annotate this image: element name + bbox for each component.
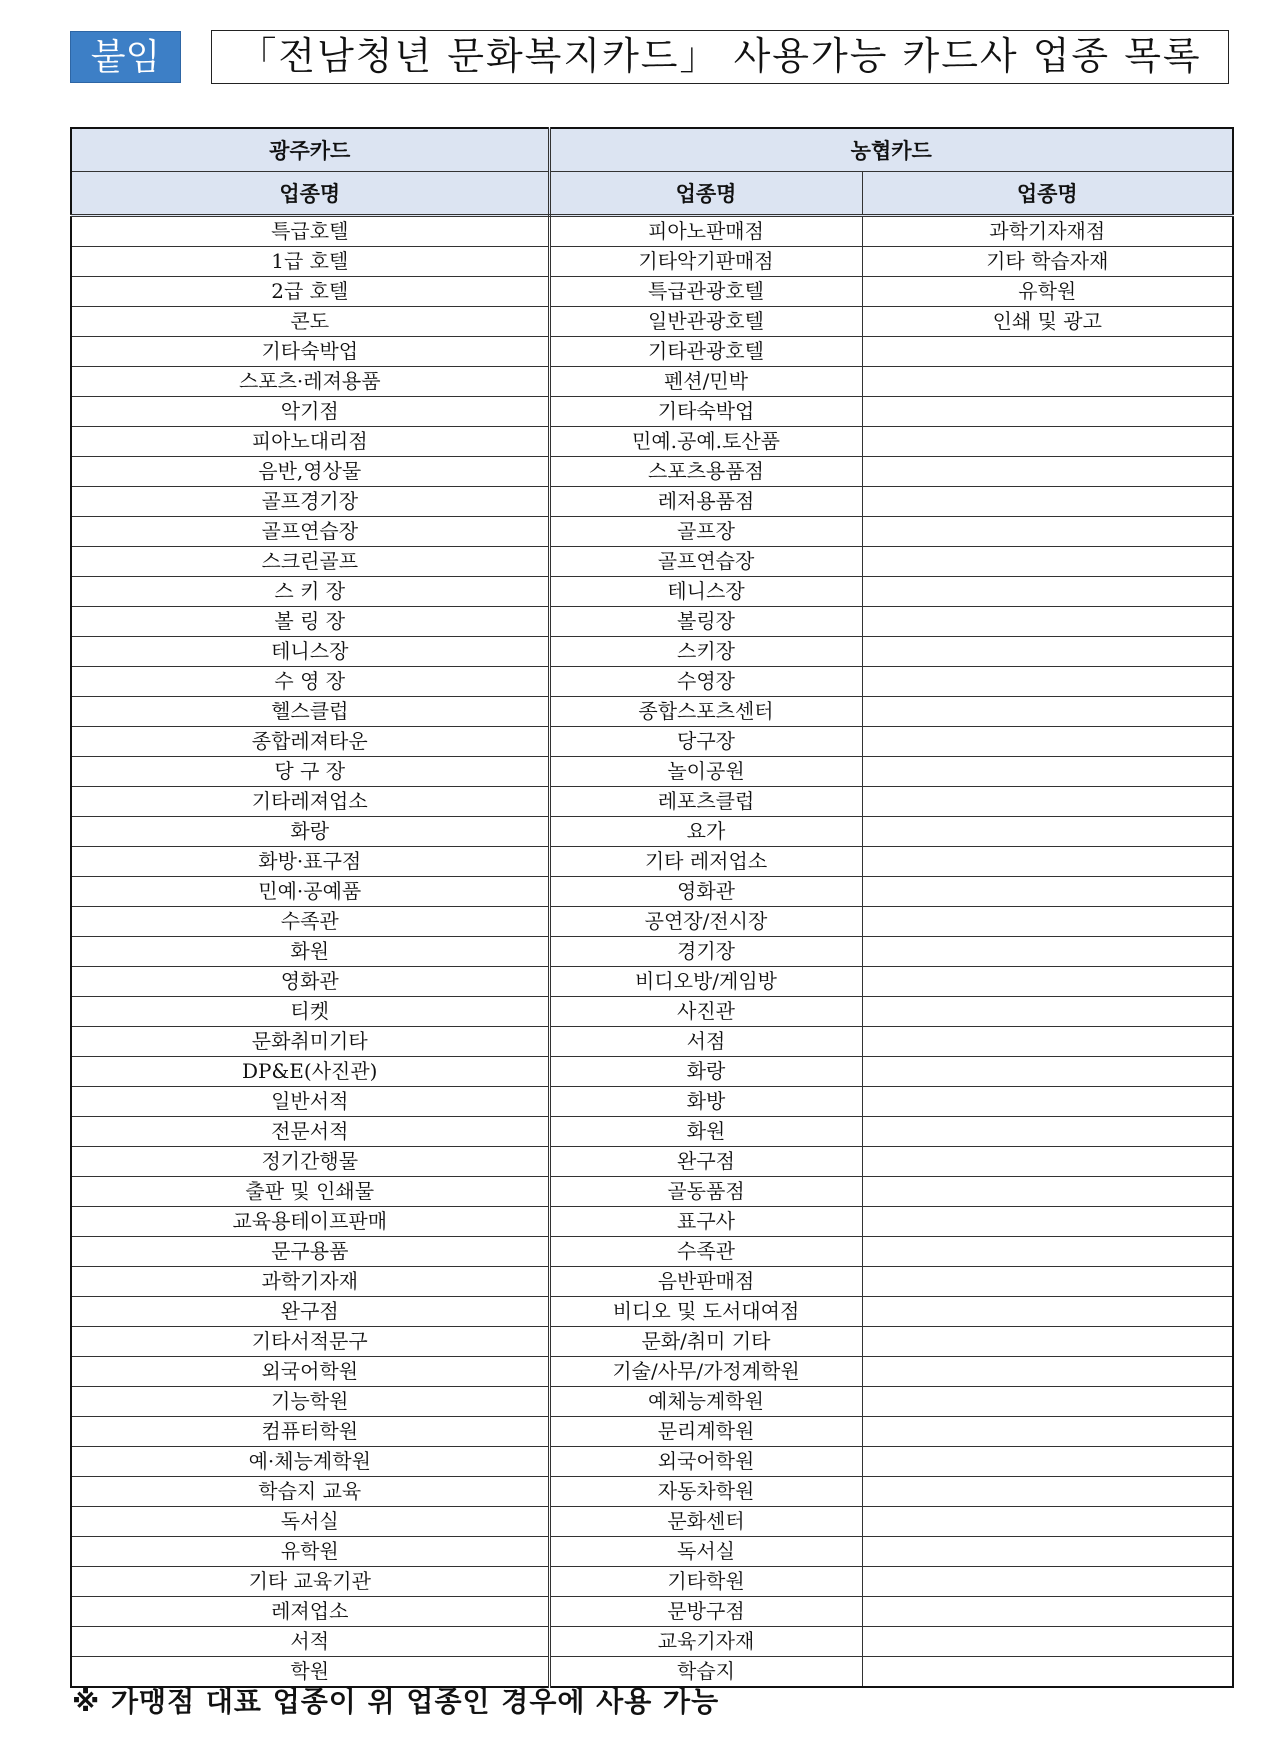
table-cell [862, 1147, 1233, 1177]
table-cell: 예·체능계학원 [71, 1447, 549, 1477]
table-row [71, 967, 1233, 997]
table-cell [862, 577, 1233, 607]
usage-note: ※ 가맹점 대표 업종이 위 업종인 경우에 사용 가능 [72, 1685, 720, 1718]
table-cell [862, 1327, 1233, 1357]
table-cell: 자동차학원 [549, 1477, 862, 1507]
table-cell: 기타악기판매점 [549, 247, 862, 277]
table-cell: 독서실 [71, 1507, 549, 1537]
table-cell: 경기장 [549, 937, 862, 967]
table-cell: 스크린골프 [71, 547, 549, 577]
table-cell: 출판 및 인쇄물 [71, 1177, 549, 1207]
table-cell: 비디오방/게임방 [549, 967, 862, 997]
table-row [71, 1027, 1233, 1057]
table-cell: 문방구점 [549, 1597, 862, 1627]
table-cell [862, 1477, 1233, 1507]
table-cell: 종합스포츠센터 [549, 697, 862, 727]
table-cell: 스 키 장 [71, 577, 549, 607]
table-cell: 문화/취미 기타 [549, 1327, 862, 1357]
table-cell [862, 1627, 1233, 1657]
table-row [71, 637, 1233, 667]
table-cell [862, 757, 1233, 787]
table-row [71, 697, 1233, 727]
table-cell [862, 967, 1233, 997]
merchant-category-table [70, 127, 1234, 1688]
table-cell: 완구점 [549, 1147, 862, 1177]
table-cell: 음반,영상물 [71, 457, 549, 487]
table-cell: 놀이공원 [549, 757, 862, 787]
table-cell: 예체능계학원 [549, 1387, 862, 1417]
table-cell: 화방 [549, 1087, 862, 1117]
table-cell: 요가 [549, 817, 862, 847]
table-cell: 전문서적 [71, 1117, 549, 1147]
table-row [71, 547, 1233, 577]
table-cell [862, 877, 1233, 907]
table-cell: 독서실 [549, 1537, 862, 1567]
table-cell: 유학원 [71, 1537, 549, 1567]
table-cell [862, 1267, 1233, 1297]
table-row [71, 1357, 1233, 1387]
table-cell: 기타숙박업 [71, 337, 549, 367]
table-row [71, 757, 1233, 787]
table-cell: 교육용테이프판매 [71, 1207, 549, 1237]
table-cell: 음반판매점 [549, 1267, 862, 1297]
table-row [71, 1597, 1233, 1627]
table-cell: 당 구 장 [71, 757, 549, 787]
table-row [71, 607, 1233, 637]
table-cell: 피아노판매점 [549, 216, 862, 247]
table-cell [862, 937, 1233, 967]
table-row [71, 367, 1233, 397]
table-row [71, 877, 1233, 907]
table-cell: 펜션/민박 [549, 367, 862, 397]
table-cell [862, 1417, 1233, 1447]
table-cell: 수 영 장 [71, 667, 549, 697]
category-name-header: 업종명 [71, 172, 549, 216]
table-cell: 화방·표구점 [71, 847, 549, 877]
table-cell: 스키장 [549, 637, 862, 667]
table-cell: 당구장 [549, 727, 862, 757]
table-row [71, 1087, 1233, 1117]
table-cell: 문화센터 [549, 1507, 862, 1537]
table-cell: 레포츠클럽 [549, 787, 862, 817]
table-cell: 피아노대리점 [71, 427, 549, 457]
table-cell: 외국어학원 [549, 1447, 862, 1477]
table-cell: 기타숙박업 [549, 397, 862, 427]
table-cell [862, 1507, 1233, 1537]
table-row [71, 1627, 1233, 1657]
table-row [71, 1177, 1233, 1207]
table-row [71, 1507, 1233, 1537]
table-cell [862, 517, 1233, 547]
table-cell [862, 1177, 1233, 1207]
table-cell: 볼 링 장 [71, 607, 549, 637]
table-cell: 인쇄 및 광고 [862, 307, 1233, 337]
table-cell: 과학기자재 [71, 1267, 549, 1297]
table-cell: 유학원 [862, 277, 1233, 307]
table-row [71, 247, 1233, 277]
table-row [71, 1207, 1233, 1237]
table-cell: 테니스장 [549, 577, 862, 607]
table-cell: 교육기자재 [549, 1627, 862, 1657]
gwangju-card-header: 광주카드 [71, 128, 549, 172]
table-cell [862, 1357, 1233, 1387]
table-cell: 레저용품점 [549, 487, 862, 517]
table-cell: 일반서적 [71, 1087, 549, 1117]
table-cell [862, 817, 1233, 847]
table-cell: 공연장/전시장 [549, 907, 862, 937]
table-cell: 1급 호텔 [71, 247, 549, 277]
table-cell: 기타학원 [549, 1567, 862, 1597]
table-cell [862, 1237, 1233, 1267]
table-row [71, 397, 1233, 427]
table-cell: 화원 [549, 1117, 862, 1147]
table-cell [862, 787, 1233, 817]
table-cell: 문리계학원 [549, 1417, 862, 1447]
table-cell: 완구점 [71, 1297, 549, 1327]
table-cell: 골프장 [549, 517, 862, 547]
table-cell [862, 847, 1233, 877]
table-cell: 기타관광호텔 [549, 337, 862, 367]
table-row [71, 337, 1233, 367]
table-row [71, 307, 1233, 337]
table-row [71, 1147, 1233, 1177]
table-cell: 티켓 [71, 997, 549, 1027]
table-cell: 2급 호텔 [71, 277, 549, 307]
table-cell: 골프경기장 [71, 487, 549, 517]
table-row [71, 817, 1233, 847]
table-cell: 헬스클럽 [71, 697, 549, 727]
table-row [71, 907, 1233, 937]
table-row [71, 1117, 1233, 1147]
table-row [71, 1387, 1233, 1417]
table-cell: 볼링장 [549, 607, 862, 637]
table-row [71, 1417, 1233, 1447]
table-row [71, 937, 1233, 967]
table-cell [862, 1027, 1233, 1057]
table-cell: 화원 [71, 937, 549, 967]
table-row [71, 577, 1233, 607]
table-cell: 문화취미기타 [71, 1027, 549, 1057]
table-cell: 사진관 [549, 997, 862, 1027]
table-row [71, 727, 1233, 757]
table-cell [862, 1567, 1233, 1597]
table-row [71, 847, 1233, 877]
table-cell: 골동품점 [549, 1177, 862, 1207]
table-cell [862, 1387, 1233, 1417]
table-cell [862, 337, 1233, 367]
table-cell [862, 1297, 1233, 1327]
table-cell: 기술/사무/가정계학원 [549, 1357, 862, 1387]
table-cell: 수영장 [549, 667, 862, 697]
table-cell: 특급관광호텔 [549, 277, 862, 307]
table-row [71, 1297, 1233, 1327]
table-cell: 종합레져타운 [71, 727, 549, 757]
table-row [71, 427, 1233, 457]
table-cell: 비디오 및 도서대여점 [549, 1297, 862, 1327]
nonghyup-card-header: 농협카드 [549, 128, 1233, 172]
table-cell: 테니스장 [71, 637, 549, 667]
table-cell [862, 397, 1233, 427]
table-cell [862, 637, 1233, 667]
table-row [71, 517, 1233, 547]
table-row [71, 787, 1233, 817]
table-cell: 기타 학습자재 [862, 247, 1233, 277]
category-name-header: 업종명 [549, 172, 862, 216]
table-row [71, 487, 1233, 517]
table-row [71, 277, 1233, 307]
table-cell [862, 727, 1233, 757]
table-cell: 기타 레저업소 [549, 847, 862, 877]
attachment-badge: 붙임 [70, 31, 181, 83]
table-cell: 외국어학원 [71, 1357, 549, 1387]
table-cell: 민예·공예품 [71, 877, 549, 907]
table-cell: 학습지 교육 [71, 1477, 549, 1507]
table-row [71, 1267, 1233, 1297]
table-cell [862, 1057, 1233, 1087]
table-cell: 기타레져업소 [71, 787, 549, 817]
table-row [71, 997, 1233, 1027]
table-cell [862, 667, 1233, 697]
table-cell [862, 1537, 1233, 1567]
document-title: 「전남청년 문화복지카드」 사용가능 카드사 업종 목록 [211, 30, 1229, 84]
table-row [71, 1537, 1233, 1567]
table-row [71, 1567, 1233, 1597]
table-cell: 학습지 [549, 1657, 862, 1688]
table-cell: 영화관 [71, 967, 549, 997]
table-cell: DP&E(사진관) [71, 1057, 549, 1087]
table-row [71, 1477, 1233, 1507]
table-cell [862, 1657, 1233, 1688]
table-cell: 기타 교육기관 [71, 1567, 549, 1597]
table-cell [862, 367, 1233, 397]
table-cell: 일반관광호텔 [549, 307, 862, 337]
table-cell: 특급호텔 [71, 216, 549, 247]
table-cell: 레져업소 [71, 1597, 549, 1627]
table-cell [862, 607, 1233, 637]
table-row [71, 667, 1233, 697]
table-row [71, 457, 1233, 487]
table-cell [862, 487, 1233, 517]
table-cell: 서적 [71, 1627, 549, 1657]
table-cell [862, 547, 1233, 577]
table-cell: 골프연습장 [549, 547, 862, 577]
table-cell: 악기점 [71, 397, 549, 427]
table-cell [862, 907, 1233, 937]
table-cell [862, 457, 1233, 487]
table-cell: 과학기자재점 [862, 216, 1233, 247]
table-cell: 컴퓨터학원 [71, 1417, 549, 1447]
table-cell: 정기간행물 [71, 1147, 549, 1177]
table-cell: 영화관 [549, 877, 862, 907]
table-cell [862, 1597, 1233, 1627]
table-row [71, 216, 1233, 247]
table-cell: 민예.공예.토산품 [549, 427, 862, 457]
table-cell: 스포츠용품점 [549, 457, 862, 487]
table-cell [862, 1117, 1233, 1147]
table-cell: 수족관 [71, 907, 549, 937]
table-row [71, 1057, 1233, 1087]
table-cell: 화랑 [549, 1057, 862, 1087]
category-name-header: 업종명 [862, 172, 1233, 216]
table-cell [862, 427, 1233, 457]
table-cell: 기타서적문구 [71, 1327, 549, 1357]
table-cell [862, 697, 1233, 727]
table-row [71, 1447, 1233, 1477]
table-cell: 스포츠·레져용품 [71, 367, 549, 397]
table-cell: 표구사 [549, 1207, 862, 1237]
table-cell [862, 1087, 1233, 1117]
table-row [71, 1327, 1233, 1357]
table-cell: 기능학원 [71, 1387, 549, 1417]
table-cell: 서점 [549, 1027, 862, 1057]
table-cell: 콘도 [71, 307, 549, 337]
table-cell: 골프연습장 [71, 517, 549, 547]
table-cell: 문구용품 [71, 1237, 549, 1267]
table-cell [862, 1447, 1233, 1477]
table-cell [862, 1207, 1233, 1237]
table-row [71, 1237, 1233, 1267]
table-cell: 화랑 [71, 817, 549, 847]
table-cell: 수족관 [549, 1237, 862, 1267]
table-cell [862, 997, 1233, 1027]
table-cell: 학원 [71, 1657, 549, 1688]
